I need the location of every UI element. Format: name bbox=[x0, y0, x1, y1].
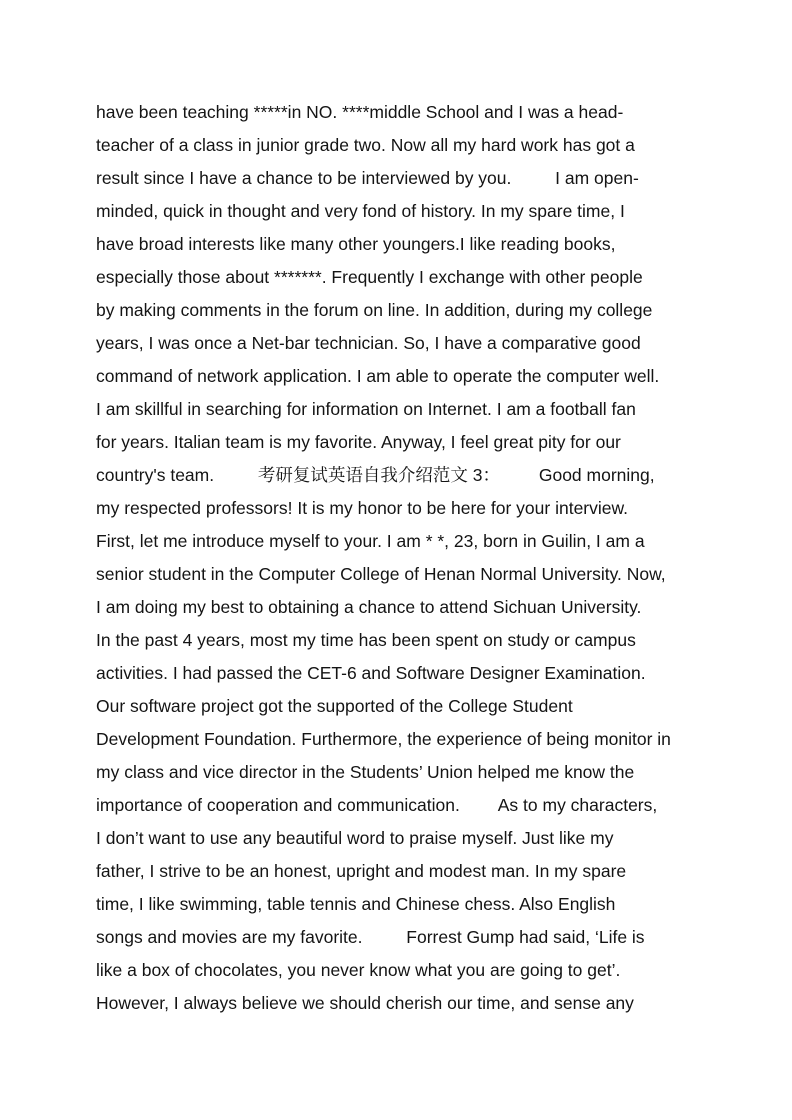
text-line: time, I like swimming, table tennis and Chinese chess. Also English bbox=[96, 894, 616, 914]
text-line: First, let me introduce myself to your. I am * *, 23, born in Guilin, I am a bbox=[96, 531, 645, 551]
text-line: In the past 4 years, most my time has been spent on study or campus bbox=[96, 630, 636, 650]
text-line: senior student in the Computer College of Henan Normal University. Now, bbox=[96, 564, 666, 584]
text-line: songs and movies are my favorite. Forrest Gump had said, ‘Life is bbox=[96, 927, 645, 947]
text-line: years, I was once a Net-bar technician. So, I have a comparative good bbox=[96, 333, 641, 353]
text-line: my class and vice director in the Students’ Union helped me know the bbox=[96, 762, 635, 782]
text-line: I am skillful in searching for information on Internet. I am a football fan bbox=[96, 399, 636, 419]
text-line: father, I strive to be an honest, upright and modest man. In my spare bbox=[96, 861, 627, 881]
text-line: Our software project got the supported of the College Student bbox=[96, 696, 573, 716]
text-line: by making comments in the forum on line. In addition, during my college bbox=[96, 300, 653, 320]
text-line: teacher of a class in junior grade two. Now all my hard work has got a bbox=[96, 135, 635, 155]
text-line: have broad interests like many other youngers.I like reading books, bbox=[96, 234, 616, 254]
text-line: result since I have a chance to be interviewed by you. I am open- bbox=[96, 168, 639, 188]
body-text bbox=[96, 96, 716, 1020]
text-line: I am doing my best to obtaining a chance to attend Sichuan University. bbox=[96, 597, 642, 617]
text-line: I don’t want to use any beautiful word to praise myself. Just like my bbox=[96, 828, 614, 848]
text-line: minded, quick in thought and very fond of history. In my spare time, I bbox=[96, 201, 625, 221]
text-line: my respected professors! It is my honor to be here for your interview. bbox=[96, 498, 629, 518]
text-line: importance of cooperation and communication. As to my characters, bbox=[96, 795, 658, 815]
text-line: command of network application. I am able to operate the computer well. bbox=[96, 366, 660, 386]
text-line: like a box of chocolates, you never know what you are going to get’. bbox=[96, 960, 621, 980]
text-line: Development Foundation. Furthermore, the experience of being monitor in bbox=[96, 729, 671, 749]
text-line: especially those about *******. Frequently I exchange with other people bbox=[96, 267, 643, 287]
text-line: for years. Italian team is my favorite. Anyway, I feel great pity for our bbox=[96, 432, 621, 452]
text-line: country's team. 考研复试英语自我介绍范文 3： Good morning, bbox=[96, 465, 655, 485]
text-line: have been teaching *****in NO. ****middle School and I was a head- bbox=[96, 102, 624, 122]
text-line: activities. I had passed the CET-6 and Software Designer Examination. bbox=[96, 663, 646, 683]
text-line: However, I always believe we should cherish our time, and sense any bbox=[96, 993, 634, 1013]
